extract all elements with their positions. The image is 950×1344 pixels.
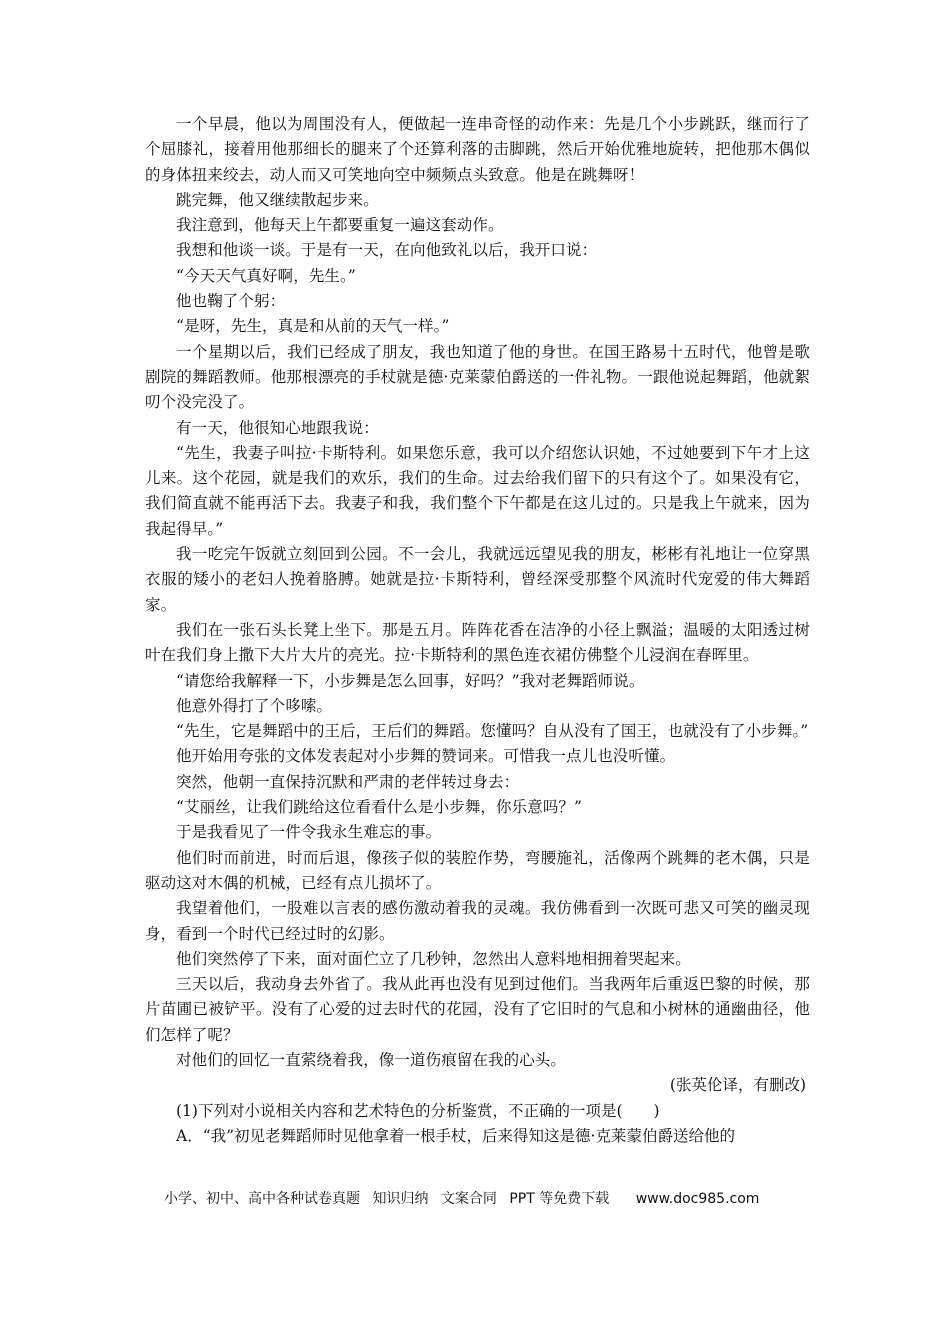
paragraph: 他也鞠了个躬： xyxy=(176,292,286,311)
footer-item: 小学、初中、高中各种试卷真题 xyxy=(164,1191,360,1207)
paragraph: 我望着他们，一股难以言表的感伤激动着我的灵魂。我仿佛看到一次既可悲又可笑的幽灵现身，看到一个时代已经过时的幻影。 xyxy=(145,899,810,943)
option-a: A．“我”初见老舞蹈师时见他拿着一根手杖，后来得知这是德·克莱蒙伯爵送给他的 xyxy=(176,1126,735,1145)
paragraph: “是呀，先生，真是和从前的天气一样。” xyxy=(176,317,450,336)
paragraph: 有一天，他很知心地跟我说： xyxy=(176,418,379,437)
paragraph: 他们时而前进，时而后退，像孩子似的装腔作势，弯腰施礼，活像两个跳舞的老木偶，只是驱动这对木偶的机械，已经有点儿损坏了。 xyxy=(145,848,810,892)
paragraph: 于是我看见了一件令我永生难忘的事。 xyxy=(176,823,442,842)
paragraph: 跳完舞，他又继续散起步来。 xyxy=(176,190,379,209)
footer-url: www.doc985.com xyxy=(635,1191,760,1207)
footer-item: 文案合同 xyxy=(440,1191,497,1207)
question-stem: (1)下列对小说相关内容和艺术特色的分析鉴赏，不正确的一项是( ) xyxy=(176,1101,660,1120)
paragraph: 他开始用夸张的文体发表起对小步舞的赞词来。可惜我一点儿也没听懂。 xyxy=(176,747,676,766)
paragraph: “今天天气真好啊，先生。” xyxy=(176,266,356,285)
paragraph: 突然，他朝一直保持沉默和严肃的老伴转过身去： xyxy=(176,772,520,791)
paragraph: 一个早晨，他以为周围没有人，便做起一连串奇怪的动作来：先是几个小步跳跃，继而行了个屈膝礼，接着用他那细长的腿来了个还算利落的击脚跳，然后开始优雅地旋转，把他那木偶似的身体扭来绞去，动人而又可笑地向空中频频点头致意。他是在跳舞呀！ xyxy=(145,115,810,184)
article-body xyxy=(145,112,810,1149)
paragraph: 他意外得打了个哆嗦。 xyxy=(176,696,333,715)
paragraph: “请您给我解释一下，小步舞是怎么回事，好吗？”我对老舞蹈师说。 xyxy=(176,671,645,690)
paragraph: 我们在一张石头长凳上坐下。那是五月。阵阵花香在洁净的小径上飘溢；温暖的太阳透过树叶在我们身上撒下大片大片的亮光。拉·卡斯特利的黑色连衣裙仿佛整个儿浸润在春晖里。 xyxy=(145,620,810,665)
paragraph: 他们突然停了下来，面对面伫立了几秒钟，忽然出人意料地相拥着哭起来。 xyxy=(176,949,691,968)
paragraph: “先生，它是舞蹈中的王后，王后们的舞蹈。您懂吗？自从没有了国王，也就没有了小步舞。” xyxy=(176,722,809,741)
paragraph: 对他们的回忆一直萦绕着我，像一道伤痕留在我的心头。 xyxy=(176,1050,567,1069)
paragraph: 三天以后，我动身去外省了。我从此再也没有见到过他们。当我两年后重返巴黎的时候，那片苗圃已被铲平。没有了心爱的过去时代的花园，没有了它旧时的气息和小树林的通幽曲径，他们怎样了呢？ xyxy=(145,975,810,1044)
paragraph: “先生，我妻子叫拉·卡斯特利。如果您乐意，我可以介绍您认识她，不过她要到下午才上这儿来。这个花园，就是我们的欢乐，我们的生命。过去给我们留下的只有这个了。如果没有它，我们简直就不能再活下去。我妻子和我，我们整个下午都是在这儿过的。只是我上午就来，因为我起得早。” xyxy=(145,443,810,538)
paragraph: 我想和他谈一谈。于是有一天，在向他致礼以后，我开口说： xyxy=(176,241,598,260)
page-footer xyxy=(164,1188,804,1210)
translator-credit: (张英伦译，有删改) xyxy=(669,1076,806,1095)
paragraph: 我注意到，他每天上午都要重复一遍这套动作。 xyxy=(176,216,504,235)
paragraph: 一个星期以后，我们已经成了朋友，我也知道了他的身世。在国王路易十五时代，他曾是歌剧院的舞蹈教师。他那根漂亮的手杖就是德·克莱蒙伯爵送的一件礼物。一跟他说起舞蹈，他就絮叨个没完没了。 xyxy=(145,342,810,412)
footer-item: 知识归纳 xyxy=(372,1191,429,1207)
paragraph: “艾丽丝，让我们跳给这位看看什么是小步舞，你乐意吗？” xyxy=(176,798,583,817)
footer-item: PPT 等免费下载 xyxy=(509,1191,610,1207)
paragraph: 我一吃完午饭就立刻回到公园。不一会儿，我就远远望见我的朋友，彬彬有礼地让一位穿黑衣服的矮小的老妇人挽着胳膊。她就是拉·卡斯特利，曾经深受那整个风流时代宠爱的伟大舞蹈家。 xyxy=(145,545,810,614)
